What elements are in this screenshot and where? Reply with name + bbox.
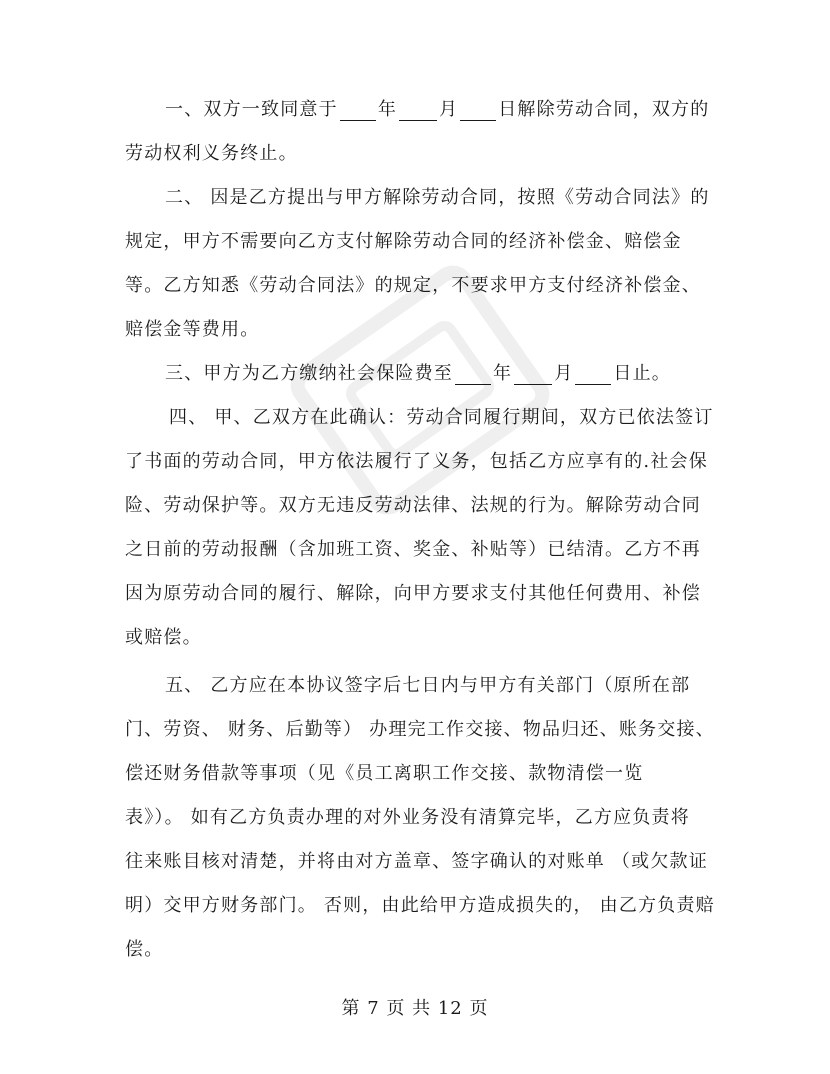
clause-2-line-3: 等。乙方知悉《劳动合同法》的规定，不要求甲方支付经济补偿金、 [125, 275, 701, 296]
clause-4-line-5: 因为原劳动合同的履行、解除，向甲方要求支付其他任何费用、补偿 [125, 583, 701, 604]
clause-5-line-2: 门、劳资、 财务、后勤等） 办理完工作交接、物品归还、账务交接、 [125, 719, 715, 740]
clause-4 [125, 396, 714, 660]
clause-4-line-6: 或赔偿。 [125, 627, 202, 648]
clause-3 [125, 352, 710, 396]
clause-4-line-1: 四、 甲、乙双方在此确认：劳动合同履行期间，双方已依法签订 [169, 407, 714, 428]
clause-4-line-4: 之日前的劳动报酬（含加班工资、奖金、补贴等）已结清。乙方不再 [125, 539, 701, 560]
year-blank [455, 362, 491, 385]
month-label: 月 [554, 363, 574, 384]
clause-2-line-1: 二、 因是乙方提出与甲方解除劳动合同，按照《劳动合同法》的 [165, 187, 710, 208]
clause-1-text-end: 日解除劳动合同，双方的 [498, 99, 710, 120]
day-blank [575, 362, 611, 385]
clause-5-line-5: 往来账目核对清楚，并将由对方盖章、签字确认的对账单 （或欠款证 [125, 851, 708, 872]
clause-5-line-3: 偿还财务借款等事项（见《员工离职工作交接、款物清偿一览 [125, 763, 644, 784]
month-label: 月 [439, 99, 459, 120]
month-blank [399, 98, 437, 121]
year-blank [340, 98, 376, 121]
year-label: 年 [377, 99, 398, 120]
clause-4-line-3: 险、劳动保护等。双方无违反劳动法律、法规的行为。解除劳动合同 [125, 495, 701, 516]
clause-1-line-2: 劳动权利义务终止。 [125, 143, 298, 164]
clause-3-text: 三、甲方为乙方缴纳社会保险费至 [165, 363, 453, 384]
clause-1-text: 一、双方一致同意于 [165, 99, 338, 120]
clause-3-text-end: 日止。 [613, 363, 672, 384]
month-blank [514, 362, 552, 385]
clause-4-line-2: 了书面的劳动合同，甲方依法履行了义务，包括乙方应享有的.社会保 [125, 451, 708, 472]
clause-2 [125, 176, 710, 352]
clause-5-line-4: 表》）。 如有乙方负责办理的对外业务没有清算完毕，乙方应负责将 [125, 807, 690, 828]
clause-5-line-1: 五、 乙方应在本协议签字后七日内与甲方有关部门（原所在部 [165, 675, 691, 696]
clause-3-line-1 [125, 352, 710, 396]
clause-5-line-7: 偿。 [125, 939, 164, 960]
clause-1 [125, 88, 710, 176]
clause-5 [125, 664, 715, 972]
document-body [125, 88, 715, 972]
page-number-footer: 第 7 页 共 12 页 [341, 998, 489, 1019]
day-blank [460, 98, 496, 121]
clause-2-line-4: 赔偿金等费用。 [125, 319, 260, 340]
clause-5-line-6: 明）交甲方财务部门。 否则，由此给甲方造成损失的， 由乙方负责赔 [125, 895, 715, 916]
clause-2-line-2: 规定，甲方不需要向乙方支付解除劳动合同的经济补偿金、赔偿金 [125, 231, 682, 252]
clause-1-line-1 [125, 88, 710, 132]
year-label: 年 [493, 363, 513, 384]
